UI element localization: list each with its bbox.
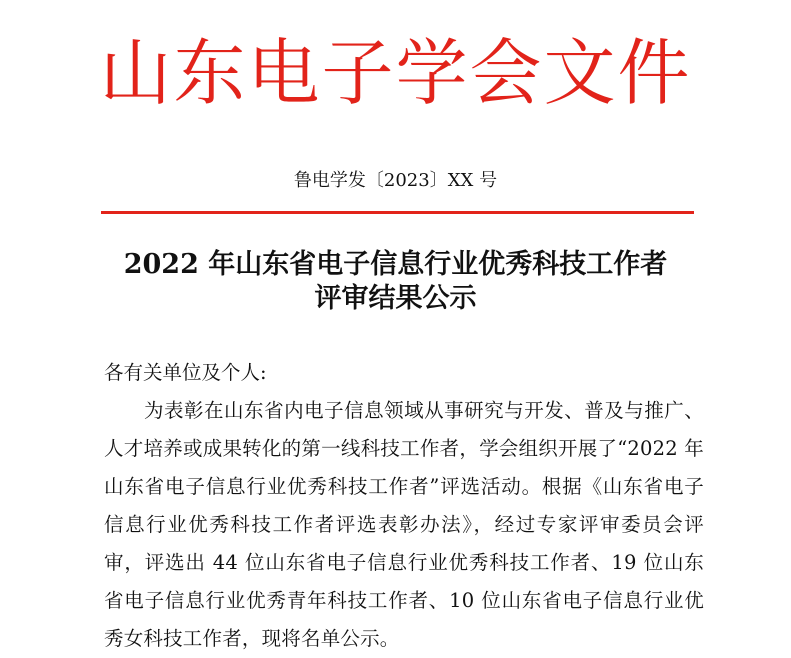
salutation: 各有关单位及个人: — [104, 361, 267, 384]
document-title — [0, 248, 791, 316]
issuing-organization-title: 山东电子学会文件 — [99, 31, 692, 115]
header-red-divider — [101, 211, 694, 214]
body-paragraph: 为表彰在山东省内电子信息领域从事研究与开发、普及与推广、人才培养或成果转化的第一线科技工作者，学会组织开展了“2022 年山东省电子信息行业优秀科技工作者”评选活动。根据《山东省电子信息行业优秀科技工作者评选表彰办法》，经过专家评审委员会评审，评选出 44 位山东省电子信息行业优秀科技工作者、19 位山东省电子信息行业优秀青年科技工作者、10 位山东省电子信息行业优秀女科技工作者，现将名单公示。 — [104, 399, 704, 650]
document-title-line-1: 2022 年山东省电子信息行业优秀科技工作者 — [123, 249, 668, 280]
document-number: 鲁电学发〔2023〕XX 号 — [293, 170, 498, 191]
document-title-line-2: 评审结果公示 — [314, 283, 477, 314]
